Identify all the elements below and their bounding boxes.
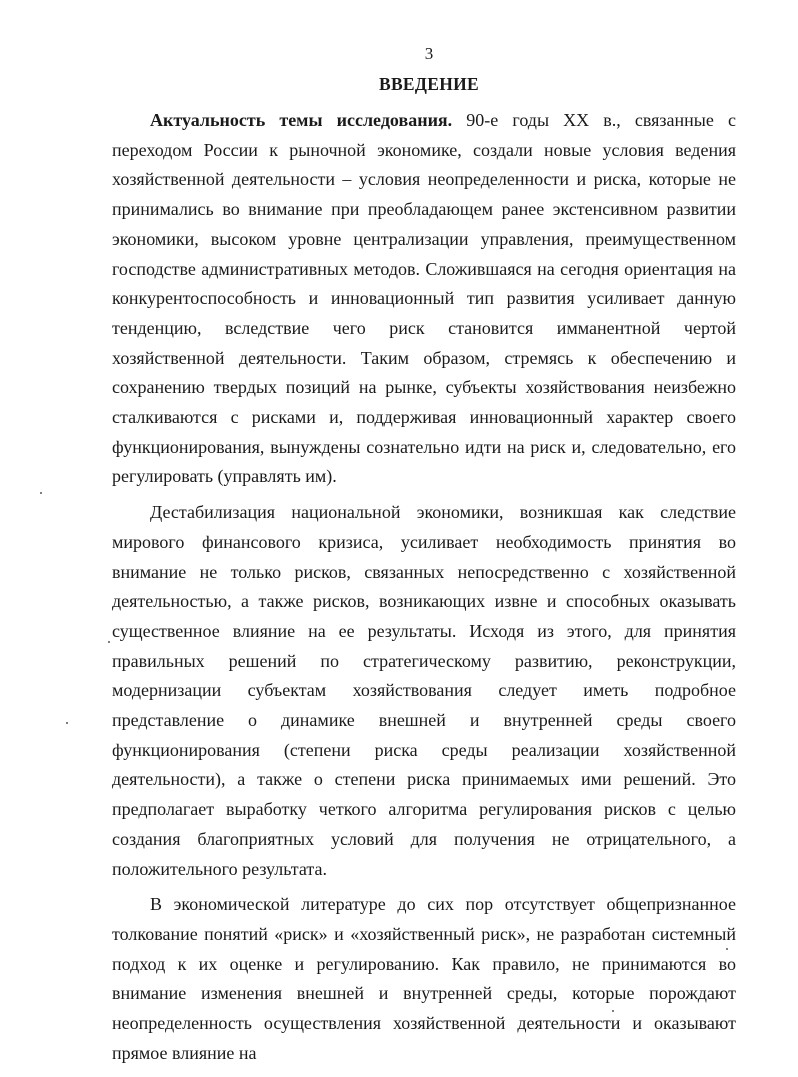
paragraph-text: 90-е годы XX в., связанные с переходом России к рыночной экономике, создали новые условия ведения хозяйственной деятельности – условия неопределенности и риска, которые не принимались во внимание при преобладающем ранее экстенсивном развитии экономики, высоком уровне централизации управления, преимущественном господстве административных методов. Сложившаяся на сегодня ориентация на конкурентоспособность и инновационный тип развития усиливает данную тенденцию, вследствие чего риск становится имманентной чертой хозяйственной деятельности. Таким образом, стремясь к обеспечению и сохранению твердых позиций на рынке, субъекты хозяйствования неизбежно сталкиваются с рисками и, поддерживая инновационный характер своего функционирования, вынуждены сознательно идти на риск и, следовательно, его регулировать (управлять им).: [112, 110, 736, 487]
section-heading: ВВЕДЕНИЕ: [378, 74, 480, 94]
paragraph-text: В экономической литературе до сих пор отсутствует общепризнанное толкование понятий «риск» и «хозяйственный риск», не разработан системный подход к их оценке и регулированию. Как правило, не принимаются во внимание изменения внешней и внутренней среды, которые порождают неопределенность осуществления хозяйственной деятельности и оказывают прямое влияние на: [112, 894, 736, 1063]
scan-speck: [40, 492, 42, 494]
paragraph-lead: Актуальность темы исследования.: [150, 110, 453, 130]
paragraph-literature: [112, 890, 736, 1068]
scan-speck: [66, 722, 68, 724]
paragraph-destabilization: [112, 498, 736, 884]
body-text: [112, 106, 736, 1069]
page-number: 3: [424, 44, 434, 63]
scan-speck: [612, 1010, 614, 1012]
paragraph-text: Дестабилизация национальной экономики, возникшая как следствие мирового финансового кризиса, усиливает необходимость принятия во внимание не только рисков, связанных непосредственно с хозяйственной деятельностью, а также рисков, возникающих извне и способных оказывать существенное влияние на ее результаты. Исходя из этого, для принятия правильных решений по стратегическому развитию, реконструкции, модернизации субъектам хозяйствования следует иметь подробное представление о динамике внешней и внутренней среды своего функционирования (степени риска среды реализации хозяйственной деятельности), а также о степени риска принимаемых ими решений. Это предполагает выработку четкого алгоритма регулирования рисков с целью создания благоприятных условий для получения не отрицательного, а положительного результата.: [112, 502, 736, 879]
paragraph-relevance: [112, 106, 736, 492]
scan-speck: [726, 948, 728, 950]
scan-speck: [108, 641, 110, 643]
